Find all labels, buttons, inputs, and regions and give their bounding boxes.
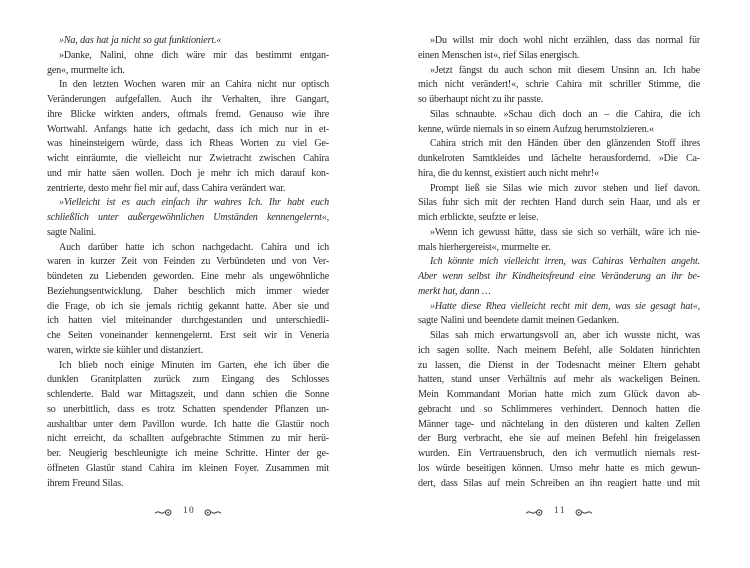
text-line: Silas fuhr sich mit der rechten Hand durch sein Haar, und als er [418, 197, 700, 209]
text-line: einen Menschen ist«, rief Silas energisch. [418, 49, 580, 61]
text-line: Ich blieb noch einige Minuten im Garten, ehe ich über die [59, 359, 329, 371]
text-line: gen«, murmelte ich. [47, 64, 125, 76]
text-line: sagte Nalini. [47, 226, 96, 238]
text-line: wurden. Ein Vertrauensbruch, den ich vermutlich niemals rest- [418, 448, 700, 459]
text-line: mals hierhergereist«, murmelte er. [418, 241, 551, 253]
page-number: 11 [554, 506, 566, 517]
text-line: »Jetzt fängst du auch schon mit diesem Unsinn an. Ich habe [430, 64, 700, 76]
text-line: der Burg verbracht, ehe sie auf meinen Befehl hin freigelassen [418, 433, 700, 445]
text-line: dert, dass Silas auf mein Schreiben an ihn reagiert hatte und mit [418, 477, 700, 489]
text-line: schlenderte. Bald war Mittagszeit, und dann schien die Sonne [47, 389, 329, 400]
text-line: Beziehungsentwicklung. Daher beschlich mich immer wieder [47, 285, 329, 297]
text-line: was hineinsteigern würde, dass ich Rheas Worten zu viel Ge- [47, 138, 329, 150]
text-line: Ich könnte mich vielleicht irren, was Cahiras Verhalten angeht. [430, 256, 700, 268]
text-line: Silas sah mich erwartungsvoll an, aber ich wusste nicht, was [430, 330, 700, 341]
right-page-text [418, 34, 700, 491]
text-line: hira, die du kennst, existiert auch nicht mehr!« [418, 167, 599, 179]
text-line: öffneten Glastür stand Cahira im kleinen Foyer. Zusammen mit [47, 462, 329, 474]
text-line: hatten, stand unser Verhältnis auf mehr als wackeligen Beinen. [418, 374, 700, 386]
text-line: bündeten zu Liebenden geworden. Eine mehr als ungewöhnliche [47, 271, 329, 282]
text-line: Wortwahl. Anfangs hatte ich gedacht, dass ich mich nur in et- [47, 123, 329, 135]
text-line: Veränderungen aufgefallen. Auch ihr Verhalten, ihre Gangart, [47, 94, 329, 105]
text-line: che Seiten voneinander kennengelernt. Erst seit wir in Veneria [47, 330, 329, 341]
text-line: »Na, das hat ja nicht so gut funktioniert.« [59, 35, 222, 46]
text-line: ihrem Freund Silas. [47, 477, 124, 489]
text-line: »Danke, Nalini, ohne dich wäre mir das bestimmt entgan- [59, 49, 329, 61]
text-line: waren in kurzer Zeit von Feinden zu Verbündeten und von Ver- [47, 256, 329, 268]
text-line: wicht einräumte, die vielleicht nur Zwietracht zwischen Cahira [47, 153, 329, 164]
text-line: aushaltbar unter dem Pavillon wurde. Ich hatte die Glastür noch [47, 418, 329, 430]
text-line: Auch darüber hatte ich schon nachgedacht. Cahira und ich [59, 241, 329, 253]
text-line: die Frage, ob ich sie jemals richtig gekannt hatte. Aber sie und [47, 300, 329, 312]
left-page-text [47, 34, 329, 491]
curl-flourish-icon-mirrored [575, 508, 592, 517]
text-line: Prompt ließ sie Silas wie mich zuvor stehen und lief davon. [430, 182, 700, 194]
text-line: mich nicht verändert!«, schrie Cahira mit schriller Stimme, die [418, 79, 700, 91]
text-line: zu lassen, die Dienst in der Todesnacht meiner Eltern gehabt [418, 359, 700, 371]
text-line: Mein Kommandant Morian hatte mich zum Glück davon ab- [418, 389, 700, 400]
text-line: Aber wenn selbst ihr Kindheitsfreund eine Veränderung an ihr be- [418, 271, 700, 282]
text-line: In den letzten Wochen waren mir an Cahira nicht nur optisch [59, 79, 329, 91]
text-line: »Du willst mir doch wohl nicht erzählen, dass das normal für [430, 35, 700, 46]
text-line: Männer tage- und nächtelang in den düsteren und kalten Zellen [418, 418, 700, 430]
text-line: Cahira strich mit den Händen über den glänzenden Stoff ihres [430, 138, 700, 150]
curl-flourish-icon-mirrored [204, 508, 221, 517]
text-line: so unerbittlich, dass es trotz Schatten spendender Pflanzen un- [47, 403, 329, 415]
text-line: mich erblickte, seufzte er leise. [418, 212, 539, 223]
text-line: ihre Blicke wirkten anders, oftmals fremd. Genauso wie ihre [47, 108, 329, 120]
text-line: »Vielleicht ist es auch einfach ihr wahres Ich. Ihr habt euch [59, 197, 329, 209]
text-line: sagte Nalini und beendete damit meinen Gedanken. [418, 315, 619, 327]
text-line: »Hatte diese Rhea vielleicht recht mit dem, was sie gesagt hat«, [430, 300, 700, 312]
right-page-footer [418, 504, 700, 520]
text-line: dunklen Granitplatten zurück zum Eingang des Schlosses [47, 374, 329, 386]
text-line: nicht erreicht, da schallten aufgebrachte Stimmen zu mir herü- [47, 433, 329, 445]
text-line: los würde beseitigen können. Umso mehr hatte es mich gewun- [418, 462, 700, 474]
left-page-footer [47, 504, 329, 520]
text-line: »Wenn ich gewusst hätte, dass sie sich so verhält, wäre ich nie- [430, 226, 700, 238]
text-line: dunkelroten Samtkleides und lächelte herausfordernd. »Die Ca- [418, 153, 700, 164]
text-line: zentrierte, desto mehr fiel mir auf, dass Cahira verändert war. [47, 182, 286, 194]
text-line: gebracht und so Schlimmeres verhindert. Dennoch hatten die [418, 403, 700, 415]
text-line: merkt hat, dann … [418, 285, 491, 297]
page-number: 10 [182, 506, 196, 517]
text-line: ich sagen sollte. Nach meinem Befehl, alle Soldaten hinrichten [418, 344, 700, 356]
text-line: und mir hatte säen wollen. Doch je mehr ich mich darauf kon- [47, 167, 329, 179]
text-line: Silas schnaubte. »Schau dich doch an – die Cahira, die ich [430, 108, 700, 120]
text-line: waren, wirkte sie kühler und distanziert. [47, 344, 203, 356]
text-line: ber. Neugierig beschleunigte ich meine Schritte. Hinter der ge- [47, 448, 329, 459]
text-line: so überhaupt nicht zu ihr passte. [418, 94, 544, 105]
text-line: kenne, würde niemals in so einem Aufzug herumstolzieren.« [418, 123, 654, 135]
curl-flourish-icon [526, 508, 543, 517]
curl-flourish-icon [155, 508, 172, 517]
text-line: ich hatten viel miteinander durchgestanden und unterschiedli- [47, 315, 329, 327]
text-line: schließlich unter außergewöhnlichen Umständen kennengelernt«, [47, 212, 329, 223]
